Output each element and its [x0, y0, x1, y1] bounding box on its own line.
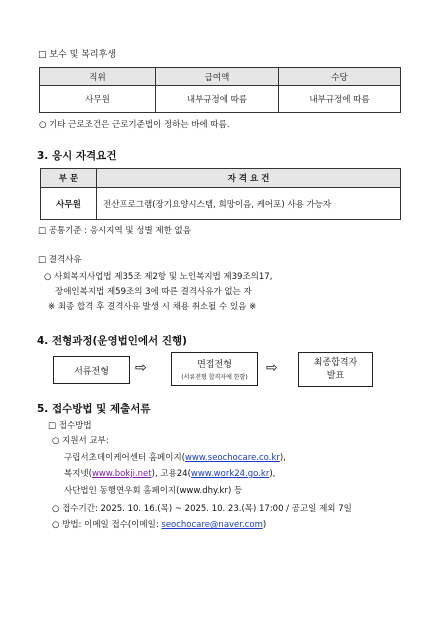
bokji-link[interactable]: www.bokji.net [91, 469, 152, 479]
disqualification-title: □ 결격사유 [38, 255, 82, 265]
pay-note: ○ 기타 근로조건은 근로기준법이 정하는 바에 따름. [39, 120, 230, 130]
pay-header-allowance: 수당 [279, 68, 401, 86]
pay-header-position: 직위 [40, 68, 156, 86]
site-line3: 사단법인 동행연우회 홈페이지(www.dhy.kr) 등 [64, 486, 243, 496]
pay-cell-salary: 내부규정에 따름 [156, 86, 279, 113]
step2-label: 면접전형 [197, 360, 232, 370]
pay-header-salary: 급여액 [156, 68, 279, 86]
qual-cell-division: 사무원 [41, 188, 97, 220]
step-document-screening [53, 356, 130, 384]
section5-title: 5. 접수방법 및 제출서류 [37, 403, 151, 415]
site2-middle: ), 고용24( [151, 469, 191, 479]
seochocare-link[interactable]: www.seochocare.co.kr [184, 453, 280, 463]
section4-title: 4. 전형과정(운영법인에서 진행) [37, 335, 187, 347]
common-criteria: □ 공통기준 : 응시지역 및 성별 제한 없음 [38, 226, 191, 236]
pay-cell-position: 사무원 [40, 86, 156, 113]
email-link[interactable]: seochocare@naver.com [161, 520, 263, 530]
qual-header-requirement: 자 격 요 건 [97, 169, 401, 188]
disqualification-line1: ○ 사회복지사업법 제35조 제2항 및 노인복지법 제39조의17, [44, 272, 273, 282]
work24-link[interactable]: www.work24.go.kr [190, 469, 270, 479]
step-interview [171, 352, 258, 386]
application-period: ○ 접수기간: 2025. 10. 16.(목) ~ 2025. 10. 23.(목) 17:00 / 공고일 제외 7일 [52, 504, 352, 514]
step1-label: 서류전형 [74, 366, 109, 377]
email-suffix: ) [262, 520, 267, 530]
application-email [52, 518, 266, 530]
application-download: ○ 지원서 교부: [52, 436, 109, 446]
arrow-right-icon: ⇨ [135, 360, 147, 376]
qual-header-division: 부 문 [41, 169, 97, 188]
email-prefix: ○ 방법: 이메일 접수(이메일: [52, 520, 162, 530]
step3-label-line2: 발표 [326, 370, 345, 381]
step-final-announcement [298, 352, 373, 387]
step3-label-line1: 최종합격자 [313, 357, 358, 368]
qual-cell-requirement: 전산프로그램(장기요양시스템, 희망이음, 케어포) 사용 가능자 [97, 188, 401, 220]
arrow-right-icon: ⇨ [266, 360, 278, 376]
site1-suffix: ), [279, 453, 286, 463]
pay-table [39, 67, 401, 113]
qualification-table [40, 168, 401, 220]
step2-sublabel: (서류전형 합격자에 한함) [181, 374, 248, 381]
site-line1 [64, 451, 286, 463]
pay-title: □ 보수 및 복리후생 [38, 50, 116, 60]
disqualification-note: ※ 최종 합격 후 결격사유 발생 시 채용 취소될 수 있음 ※ [48, 302, 257, 312]
disqualification-line2: 장애인복지법 제59조의 3에 따른 결격사유가 없는 자 [55, 287, 252, 297]
section3-title: 3. 응시 자격요건 [37, 150, 117, 162]
site2-suffix: ), [269, 469, 276, 479]
site-line2 [64, 467, 275, 479]
method-title: □ 접수방법 [48, 421, 92, 431]
pay-cell-allowance: 내부규정에 따름 [279, 86, 401, 113]
site2-prefix: 복지넷( [64, 469, 92, 479]
site1-prefix: 구립서초데이케어센터 홈페이지( [64, 453, 185, 463]
